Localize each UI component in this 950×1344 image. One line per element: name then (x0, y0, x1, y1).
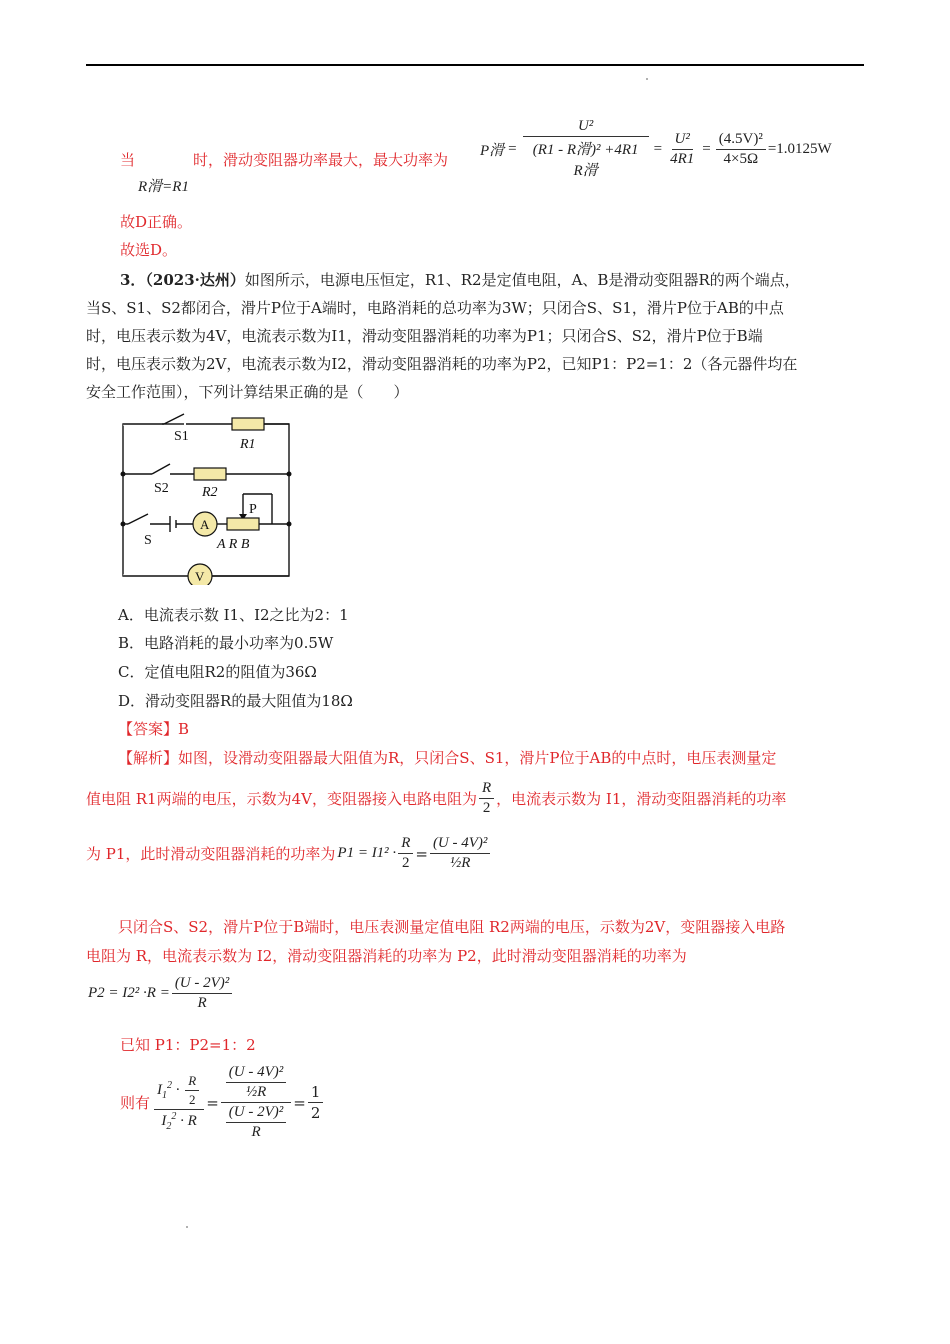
label-arb: A R B (217, 537, 250, 552)
formula-frac1 (523, 118, 649, 180)
analysis-text-3: 为 P1，此时滑动变阻器消耗的功率为 (86, 845, 336, 863)
formula-4r1: 4R1 (670, 150, 695, 167)
label-s2: S2 (154, 481, 169, 496)
choose-d: 故选D。 (120, 241, 178, 259)
eq1-frac (430, 835, 490, 872)
max-power-formula: P滑 = U² (R1 - R滑)² +4R1 R滑 = $\frac{\text{U²}}{4R1}$ = $\frac{\text{(4.5V)²}}{4\times 5\Omega}$ =1.0125W (480, 118, 832, 179)
eq3-result-num: 1 (308, 1083, 324, 1103)
eq1-num: (U - 4V)² (430, 835, 490, 854)
question-line-2: 当S、S1、S2都闭合，滑片P位于A端时，电路消耗的总功率为3W；只闭合S、S1，滑片P位于AB的中点 (86, 299, 784, 317)
option-a: A．电流表示数 I1、I2之比为2：1 (118, 606, 349, 624)
analysis-line-1 (118, 747, 776, 768)
eq2-lhs: P2 = I2² ·R = (88, 985, 170, 1001)
eq3-2: 2 (188, 1092, 196, 1107)
eq1-r: R (398, 835, 413, 854)
frac-r: R (479, 780, 494, 799)
condition-lhs: R滑 (138, 179, 163, 195)
label-voltmeter: V (195, 569, 205, 584)
eq2-den: R (197, 995, 207, 1011)
formula-u2b: U² (672, 131, 693, 150)
formula-result: =1.0125W (767, 140, 832, 157)
eq3-lhs-frac (154, 1073, 204, 1132)
answer: 【答案】B (118, 720, 190, 738)
eq1-den: ½R (449, 855, 471, 871)
formula-frac1-den (530, 137, 642, 180)
eq3-den-top: (U - 2V)² (226, 1104, 286, 1123)
option-d: D．滑动变阻器R的最大阻值为18Ω (118, 692, 353, 710)
eq3-mid-den (221, 1103, 291, 1141)
resistor-r1 (232, 418, 264, 430)
question-line-3: 时，电压表示数为4V，电流表示数为I1，滑动变阻器消耗的功率为P1；只闭合S、S2，滑片P位于B端 (86, 327, 763, 345)
eq3-lhs-den: $I_2^2 \cdot R$ (161, 1111, 197, 1132)
question-number: 3．（2023·达州） (120, 271, 245, 289)
eq3-r: R (185, 1073, 199, 1091)
formula-frac2 (667, 131, 697, 168)
eq1-r2 (398, 835, 413, 872)
scan-dot (646, 78, 648, 80)
frac-2: 2 (482, 800, 491, 816)
eq2-frac (172, 975, 232, 1012)
formula-den-a: (R1 - R滑)² (532, 142, 601, 158)
analysis-text-2a: 值电阻 R1两端的电压，示数为4V，变阻器接入电路电阻为 (86, 790, 477, 808)
resistor-r2 (194, 468, 226, 480)
label-s: S (144, 533, 152, 548)
eq3-lhs-num: $I_1^2$ · $\frac{R}{2}$ (154, 1073, 204, 1110)
eq2-num: (U - 2V)² (172, 975, 232, 994)
analysis-line-5: 电阻为 R，电流表示数为 I2，滑动变阻器消耗的功率为 P2，此时滑动变阻器消耗的功率为 (86, 947, 687, 965)
header-rule (86, 64, 864, 66)
eq3-result-den: 2 (310, 1104, 321, 1122)
question-text-1: 如图所示，电源电压恒定，R1、R2是定值电阻，A、B是滑动变阻器R的两个端点， (244, 271, 800, 289)
eq2 (88, 975, 234, 1012)
formula-frac3 (716, 131, 766, 168)
circuit-diagram (112, 410, 312, 585)
analysis-text-2b: ，电流表示数为 I1，滑动变阻器消耗的功率 (496, 790, 787, 808)
label-r2: R2 (202, 485, 218, 500)
eq3-num-top: (U - 4V)² (226, 1064, 286, 1083)
formula-den-c: +4R1 (604, 142, 639, 158)
formula-u2: U² (523, 118, 649, 137)
label-r1: R1 (240, 437, 256, 452)
analysis-line-4: 只闭合S、S2，滑片P位于B端时，电压表测量定值电阻 R2两端的电压，示数为2V，变阻器接入电路 (118, 918, 786, 936)
label-p: P (249, 502, 257, 517)
eq1-lhs: P1 = I1² · (337, 845, 397, 861)
formula-den-b: R滑 (573, 163, 598, 179)
formula-num3: (4.5V)² (716, 131, 766, 150)
eq3-den-bottom: R (251, 1124, 261, 1140)
switch-s (128, 514, 148, 524)
condition-rhs: =R1 (162, 179, 189, 195)
known-ratio: 已知 P1：P2=1：2 (120, 1036, 256, 1054)
option-b: B．电路消耗的最小功率为0.5W (118, 634, 334, 652)
formula-den3: 4×5Ω (723, 150, 759, 167)
question-line-5: 安全工作范围），下列计算结果正确的是（ ） (86, 383, 409, 401)
option-c: C．定值电阻R2的阻值为36Ω (118, 663, 317, 681)
question-line-4: 时，电压表示数为2V，电流表示数为I2，滑动变阻器消耗的功率为P2，已知P1：P2=1：2（各元器件均在 (86, 355, 798, 373)
eq3-result (308, 1083, 324, 1122)
eq3-mid-num (221, 1064, 291, 1103)
analysis-label: 【解析】 (118, 749, 179, 767)
label-ammeter: A (200, 517, 210, 532)
formula-p: P滑 (480, 142, 505, 159)
condition (138, 175, 189, 196)
analysis-line-3: 为 P1，此时滑动变阻器消耗的功率为 P1 = I1² · $\frac{R}{2}$ = $\frac{\text{(U - 4V)²}}{\text{½R}}$ (86, 835, 492, 872)
circuit-frame (123, 424, 289, 576)
switch-s2 (152, 464, 170, 474)
question-line-1 (120, 266, 800, 294)
eq1-2: 2 (402, 855, 410, 871)
max-power-text: 时，滑动变阻器功率最大，最大功率为 (193, 151, 449, 169)
eq3-r2: R (187, 1113, 197, 1129)
label-s1: S1 (174, 429, 189, 444)
analysis-line-2 (86, 780, 786, 817)
when-text: 当 (120, 151, 136, 169)
switch-s1 (164, 414, 184, 424)
then-text: 则有 (120, 1094, 151, 1112)
conclusion-d: 故D正确。 (120, 213, 193, 231)
eq3-mid-frac (221, 1064, 291, 1141)
scan-dot-bottom (186, 1226, 188, 1228)
eq3-num-bottom: ½R (245, 1084, 267, 1100)
frac-r-over-2 (479, 780, 494, 817)
analysis-text-1: 如图，设滑动变阻器最大阻值为R，只闭合S、S1，滑片P位于AB的中点时，电压表测量定 (178, 749, 777, 767)
eq3: 则有 $I_1^2$ · $\frac{R}{2}$ $I_2^2 \cdot R$ = $\frac{\frac{\text{(U - 4V)²}}{\text{½R}}}{\frac{\text{(U - 2V)²}}{R}}$ = $\frac{1}{2}$ (120, 1064, 325, 1141)
rheostat-r (227, 518, 259, 530)
